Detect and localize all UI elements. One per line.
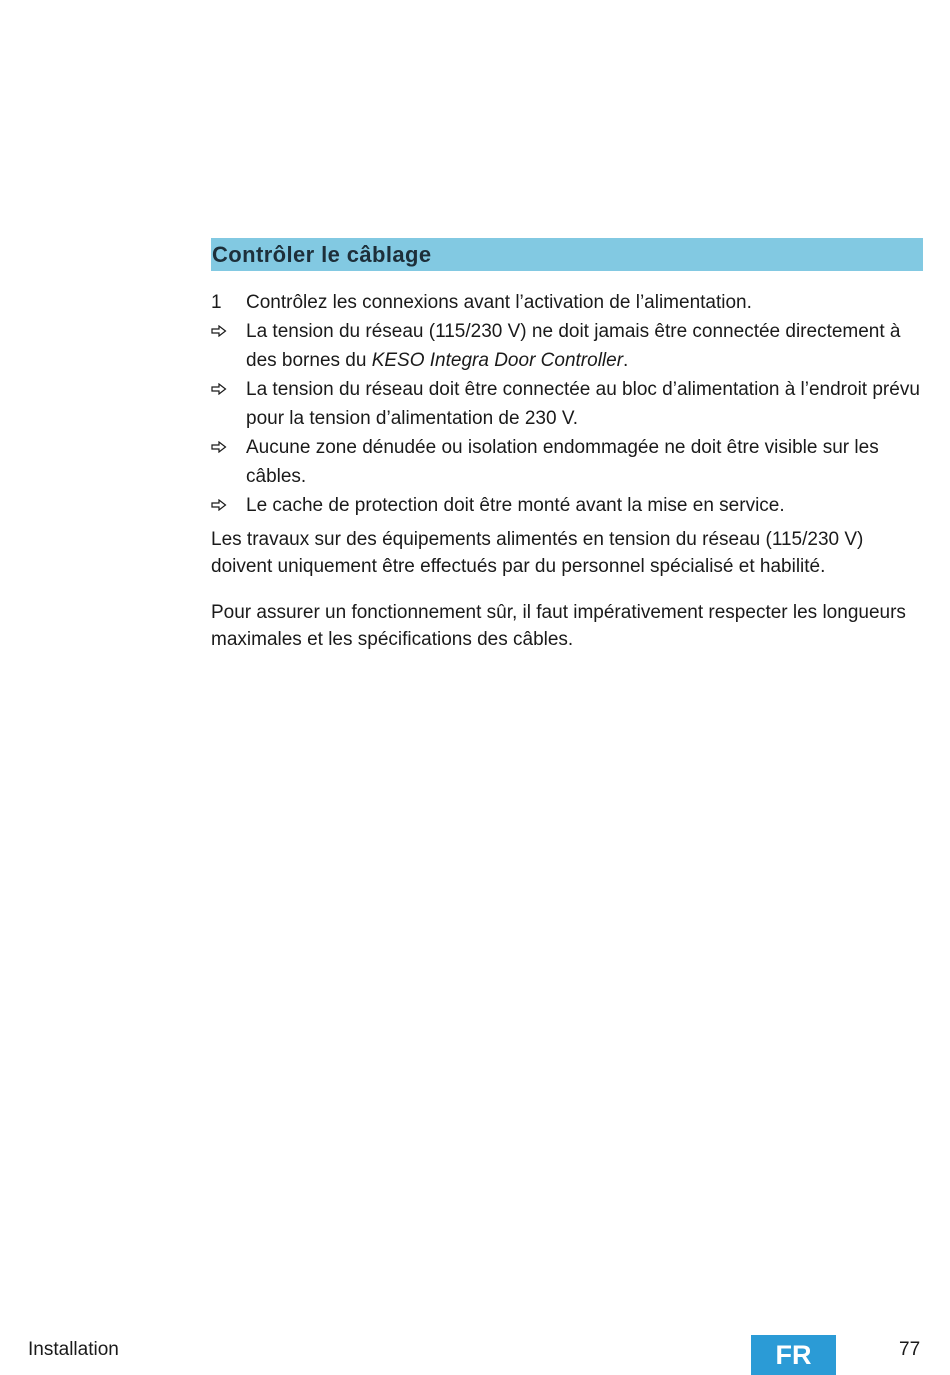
outline-arrow-right-icon [211,317,246,375]
check-item [211,433,923,491]
step-text: Contrôlez les connexions avant l’activation de l’alimentation. [246,292,752,313]
check-text: Le cache de protection doit être monté avant la mise en service. [246,495,785,516]
check-text-part: . [623,350,629,371]
check-text: La tension du réseau doit être connectée au bloc d’alimentation à l’endroit prévu pour la tension d’alimentation de 230 V. [246,379,920,429]
check-text: Aucune zone dénudée ou isolation endommagée ne doit être visible sur les câbles. [246,437,879,487]
section-title: Contrôler le câblage [212,241,432,267]
section-heading-bar [211,238,923,271]
chapter-label: Installation [28,1339,119,1360]
wiring-check-section [211,238,923,672]
outline-arrow-right-icon [211,491,246,520]
outline-arrow-right-icon [211,433,246,491]
check-item [211,317,923,375]
step-item [211,288,923,317]
outline-arrow-right-icon [211,375,246,433]
page-number: 77 [899,1339,921,1360]
check-text-part: La tension du réseau (115/230 V) ne doit jamais être connectée directement à des bornes du [246,321,901,371]
instruction-list [211,288,923,520]
check-item [211,375,923,433]
product-name: KESO Integra Door Controller [371,350,624,371]
check-item [211,491,923,520]
step-number: 1 [211,292,222,313]
language-badge: FR [751,1335,836,1375]
safety-paragraph: Les travaux sur des équipements alimentés en tension du réseau (115/230 V) doivent uniquement être effectués par du personnel spécialisé et habilité. [211,529,864,577]
check-text [246,317,923,375]
cable-spec-paragraph: Pour assurer un fonctionnement sûr, il faut impérativement respecter les longueurs maximales et les spécifications des câbles. [211,602,906,650]
